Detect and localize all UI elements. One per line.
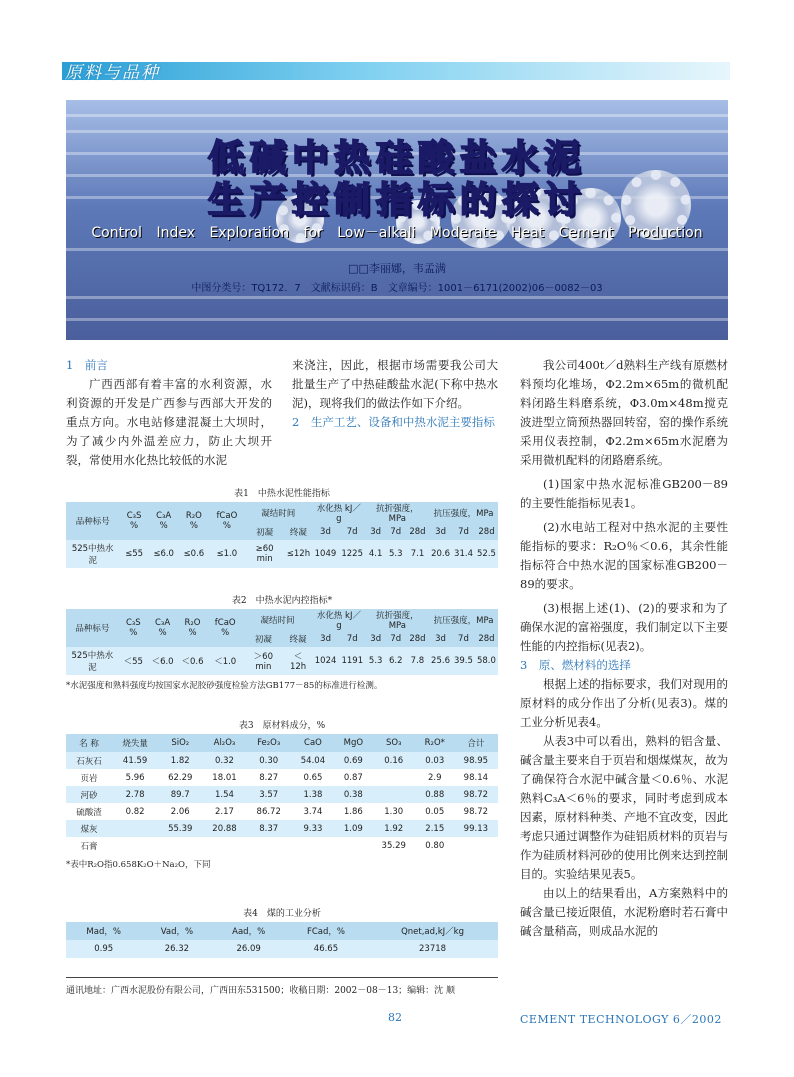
- header-cell: 7d: [339, 631, 366, 647]
- cell: 26.32: [141, 940, 212, 958]
- cell: 7.1: [406, 540, 429, 568]
- cell: [335, 837, 372, 854]
- table1-block: [66, 486, 498, 568]
- title-banner: [66, 100, 728, 340]
- cell: 2.78: [112, 786, 158, 803]
- paragraph: 来浇注，因此，根据市场需要我公司大批量生产了中热硅酸盐水泥(下称中热水泥)，现将我们的做法作如下介绍。: [292, 358, 498, 410]
- header-cell: fCaO %: [208, 609, 243, 647]
- cell: 硫酸渣: [66, 803, 112, 820]
- cell: 5.3: [386, 540, 406, 568]
- cell: 0.16: [372, 752, 416, 769]
- section-title: 原料与品种: [65, 63, 160, 83]
- header-cell: 抗压强度，MPa: [429, 609, 498, 631]
- section-header-bar: [62, 62, 730, 80]
- header-cell: 名 称: [66, 734, 112, 752]
- cell: 3.74: [291, 803, 335, 820]
- header-cell: 3d: [429, 631, 452, 647]
- header-cell: 烧失量: [112, 734, 158, 752]
- cell: 1225: [339, 540, 366, 568]
- table-row: [66, 769, 498, 786]
- header-cell: 28d: [406, 524, 429, 540]
- cell: 9.33: [291, 820, 335, 837]
- cell: 5.3: [366, 647, 386, 675]
- table3-caption: 表3 原材料成分，%: [238, 721, 326, 731]
- cell: 52.5: [475, 540, 498, 568]
- heading-process: 2 生产工艺、设备和中热水泥主要指标: [292, 415, 495, 429]
- header-cell: 品种标号: [66, 502, 119, 540]
- cell: [112, 820, 158, 837]
- table3: [66, 734, 498, 854]
- table3-note: *表中R₂O指0.658K₂O＋Na₂O，下同: [66, 860, 211, 870]
- cell: 石灰石: [66, 752, 112, 769]
- table4-caption: 表4 煤的工业分析: [243, 909, 321, 919]
- cell: 99.13: [454, 820, 498, 837]
- cell: 0.88: [416, 786, 454, 803]
- header-cell: 初凝: [245, 524, 285, 540]
- header-cell: 抗压强度，MPa: [429, 502, 498, 524]
- cell: [247, 837, 291, 854]
- cell: 41.59: [112, 752, 158, 769]
- cell: [454, 837, 498, 854]
- cell: 1.82: [158, 752, 202, 769]
- classification-line: 中图分类号：TQ172．7 文献标识码：B 文章编号：1001－6171(2002)06－0082－03: [191, 283, 603, 294]
- cell: 98.14: [454, 769, 498, 786]
- heading-intro: 1 前言: [66, 358, 108, 372]
- cell: [291, 837, 335, 854]
- header-cell: 3d: [429, 524, 452, 540]
- cell: 20.6: [429, 540, 452, 568]
- table-row: [66, 786, 498, 803]
- table2-caption: 表2 中热水泥内控指标*: [231, 596, 333, 606]
- paragraph: 我公司400t／d熟料生产线有原燃材料预均化堆场，Φ2.2m×65m的微机配料闭路生料磨系统，Φ3.0m×48m搅克波进型立筒预热器回转窑，窑的操作系统采用仪表控制，Φ2.2m×65m水泥磨为采用微机配料的闭路磨系统。: [520, 358, 728, 467]
- paragraph: 广西西部有着丰富的水利资源，水利资源的开发是广西参与西部大开发的重点方向。水电站修建混凝土大坝时，为了减少内外温差应力，防止大坝开裂，常使用水化热比较低的水泥: [66, 377, 272, 467]
- paragraph: (2)水电站工程对中热水泥的主要性能指标的要求：R₂O％＜0.6，其余性能指标符合中热水泥的国家标准GB200－89的要求。: [520, 520, 728, 591]
- cell: ＜0.6: [177, 647, 207, 675]
- cell: 86.72: [247, 803, 291, 820]
- cell: 0.95: [66, 940, 141, 958]
- header-cell: 7d: [452, 631, 475, 647]
- header-cell: C₃S %: [119, 502, 148, 540]
- header-cell: 3d: [312, 631, 339, 647]
- header-cell: 凝结时间: [245, 502, 313, 524]
- cell: 0.38: [335, 786, 372, 803]
- cell: 1049: [312, 540, 339, 568]
- cell: 98.95: [454, 752, 498, 769]
- table4-block: [66, 906, 498, 958]
- header-cell: 7d: [339, 524, 366, 540]
- english-title: Control Index Exploration for Low－alkali Moderate Heat Cement Production: [91, 225, 703, 241]
- header-cell: SO₃: [372, 734, 416, 752]
- paragraph: 根据上述的指标要求，我们对现用的原材料的成分作出了分析(见表3)。煤的工业分析见表4。: [520, 677, 728, 729]
- cell: 5.96: [112, 769, 158, 786]
- cell: ＜55: [119, 647, 148, 675]
- cell: 0.05: [416, 803, 454, 820]
- cell: 54.04: [291, 752, 335, 769]
- cell: 1.30: [372, 803, 416, 820]
- cell: 7.8: [406, 647, 429, 675]
- cell: 1.09: [335, 820, 372, 837]
- cell: 525中热水泥: [66, 647, 119, 675]
- left-subcolumn-1: [66, 356, 272, 470]
- cell: 1024: [312, 647, 339, 675]
- header-cell: 品种标号: [66, 609, 119, 647]
- cell: ＞60 min: [243, 647, 284, 675]
- header-cell: R₂O %: [177, 609, 207, 647]
- header-cell: 7d: [386, 631, 406, 647]
- right-column: [520, 356, 728, 941]
- table3-block: [66, 718, 498, 874]
- cell: 0.03: [416, 752, 454, 769]
- cell: [158, 837, 202, 854]
- cell: 煤灰: [66, 820, 112, 837]
- header-cell: Al₂O₃: [202, 734, 246, 752]
- table-row: [66, 540, 498, 568]
- header-cell: 凝结时间: [243, 609, 312, 631]
- header-cell: 初凝: [243, 631, 284, 647]
- paragraph: 由以上的结果看出，A方案熟料中的碱含量已接近限值，水泥粉磨时若石膏中碱含量稍高，则成品水泥的: [520, 886, 728, 938]
- paragraph: (3)根据上述(1)、(2)的要求和为了确保水泥的富裕强度，我们制定以下主要性能的内控指标(见表2)。: [520, 601, 728, 653]
- cell: 0.80: [416, 837, 454, 854]
- cell: 25.6: [429, 647, 452, 675]
- header-cell: R₂O*: [416, 734, 454, 752]
- cell: 1.86: [335, 803, 372, 820]
- table4: [66, 922, 498, 958]
- header-cell: 28d: [475, 524, 498, 540]
- cell: [372, 786, 416, 803]
- footnote-divider: [66, 977, 498, 978]
- cell: [112, 837, 158, 854]
- table2-note: *水泥强度和熟料强度均按国家水泥胶砂强度检验方法GB177－85的标准进行检测。: [66, 681, 383, 691]
- header-cell: 28d: [406, 631, 429, 647]
- paragraph: (1)国家中热水泥标准GB200－89的主要性能指标见表1。: [520, 477, 728, 510]
- header-cell: C₃A %: [148, 609, 177, 647]
- cell: 石膏: [66, 837, 112, 854]
- cell: ≤12h: [285, 540, 312, 568]
- header-cell: C₃S %: [119, 609, 148, 647]
- cell: [202, 837, 246, 854]
- table2-block: [66, 593, 498, 695]
- footnote-address: 通讯地址：广西水泥股份有限公司，广西田东531500；收稿日期：2002－08－13；编辑：沈 顺: [66, 986, 456, 996]
- cell: 89.7: [158, 786, 202, 803]
- header-cell: 28d: [475, 631, 498, 647]
- page-number: 82: [388, 1011, 402, 1024]
- cell: 1.38: [291, 786, 335, 803]
- cell: 31.4: [452, 540, 475, 568]
- header-cell: CaO: [291, 734, 335, 752]
- cell: 2.17: [202, 803, 246, 820]
- cell: 525中热水泥: [66, 540, 119, 568]
- cell: 8.27: [247, 769, 291, 786]
- cell: ≤0.6: [179, 540, 210, 568]
- header-cell: 水化热 kJ／g: [312, 502, 365, 524]
- cell: 0.82: [112, 803, 158, 820]
- header-cell: Mad，%: [66, 922, 141, 940]
- cell: 4.1: [366, 540, 386, 568]
- cell: 2.9: [416, 769, 454, 786]
- cell: 26.09: [212, 940, 284, 958]
- cell: 58.0: [475, 647, 498, 675]
- table-row: [66, 837, 498, 854]
- table3-body: [66, 752, 498, 854]
- cell: ≥60 min: [245, 540, 285, 568]
- cell: 0.65: [291, 769, 335, 786]
- cell: 20.88: [202, 820, 246, 837]
- cell: 39.5: [452, 647, 475, 675]
- table-row: [66, 752, 498, 769]
- cell: 3.57: [247, 786, 291, 803]
- cell: ＜6.0: [148, 647, 177, 675]
- table-row: [66, 940, 498, 958]
- cell: ≤6.0: [149, 540, 179, 568]
- cell: 6.2: [386, 647, 406, 675]
- header-cell: FCad，%: [285, 922, 367, 940]
- article-title-line2: 生产控制指标的探讨: [207, 180, 586, 221]
- cell: 1.92: [372, 820, 416, 837]
- cell: 2.15: [416, 820, 454, 837]
- cell: [372, 769, 416, 786]
- cell: 98.72: [454, 803, 498, 820]
- header-cell: C₃A %: [149, 502, 179, 540]
- header-cell: R₂O %: [179, 502, 210, 540]
- cell: 0.87: [335, 769, 372, 786]
- header-cell: 抗折强度，MPa: [366, 502, 430, 524]
- header-cell: Vad，%: [141, 922, 212, 940]
- table2: [66, 609, 498, 675]
- cell: ≤55: [119, 540, 148, 568]
- cell: ＜12h: [284, 647, 312, 675]
- table1: [66, 502, 498, 568]
- cell: 55.39: [158, 820, 202, 837]
- cell: ＜1.0: [208, 647, 243, 675]
- cell: 35.29: [372, 837, 416, 854]
- article-title-line1: 低碱中热硅酸盐水泥: [207, 138, 586, 179]
- cell: 46.65: [285, 940, 367, 958]
- cell: 18.01: [202, 769, 246, 786]
- header-cell: 3d: [312, 524, 339, 540]
- table-row: [66, 820, 498, 837]
- header-cell: fCaO %: [209, 502, 244, 540]
- journal-name: CEMENT TECHNOLOGY 6／2002: [520, 1013, 722, 1026]
- authors: □□李丽娜，韦孟满: [348, 262, 446, 275]
- cell: 1191: [339, 647, 366, 675]
- cell: 8.37: [247, 820, 291, 837]
- cell: 页岩: [66, 769, 112, 786]
- header-cell: 终凝: [284, 631, 312, 647]
- cell: 2.06: [158, 803, 202, 820]
- cell: 62.29: [158, 769, 202, 786]
- cell: 1.54: [202, 786, 246, 803]
- header-cell: MgO: [335, 734, 372, 752]
- header-cell: 3d: [366, 631, 386, 647]
- heading-materials: 3 原、燃材料的选择: [520, 658, 631, 672]
- cell: 98.72: [454, 786, 498, 803]
- cell: 河砂: [66, 786, 112, 803]
- cell: ≤1.0: [209, 540, 244, 568]
- header-cell: 7d: [386, 524, 406, 540]
- header-cell: SiO₂: [158, 734, 202, 752]
- cell: 23718: [367, 940, 498, 958]
- header-cell: Fe₂O₃: [247, 734, 291, 752]
- cell: 0.32: [202, 752, 246, 769]
- cell: 0.69: [335, 752, 372, 769]
- header-cell: 3d: [366, 524, 386, 540]
- paragraph: 从表3中可以看出，熟料的铝含量、碱含量主要来自于页岩和烟煤煤灰，故为了确保符合水泥中碱含量＜0.6％、水泥熟料C₃A＜6％的要求，同时考虑到成本因素，原材料种类、产地不宜改变，因此考虑只通过调整作为硅铝质材料的页岩与作为硅质材料河砂的使用比例来达到控制目的。实验结果见表5。: [520, 734, 728, 881]
- header-cell: 合计: [454, 734, 498, 752]
- header-cell: Aad，%: [212, 922, 284, 940]
- header-cell: 水化热 kJ／g: [312, 609, 365, 631]
- header-cell: 终凝: [285, 524, 312, 540]
- header-cell: Qnet,ad,kJ／kg: [367, 922, 498, 940]
- left-subcolumn-2: [292, 356, 498, 432]
- header-cell: 7d: [452, 524, 475, 540]
- header-cell: 抗折强度，MPa: [366, 609, 429, 631]
- table1-caption: 表1 中热水泥性能指标: [234, 489, 330, 499]
- table-row: [66, 803, 498, 820]
- table-row: [66, 647, 498, 675]
- cell: 0.30: [247, 752, 291, 769]
